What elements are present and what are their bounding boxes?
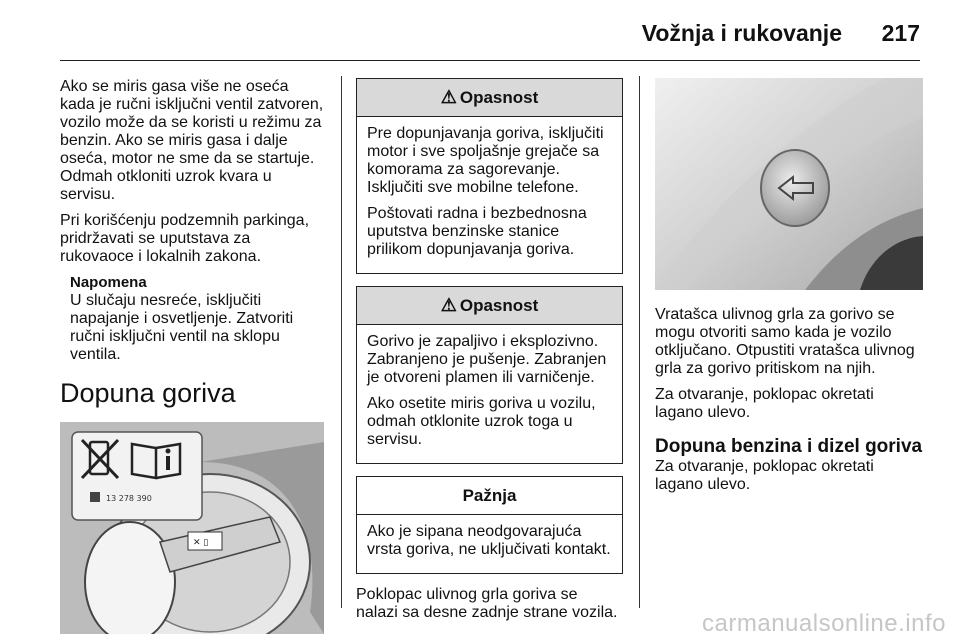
danger-title: Opasnost [459, 87, 539, 107]
danger-box [356, 78, 623, 274]
fuel-door-illustration [60, 422, 324, 634]
paragraph: Ako se miris gasa više ne oseća kada je ručni isključni ventil zatvoren, vozilo može da se koristi u režimu za benzin. Ako se miris gasa i dalje oseća, motor ne sme da se startuje. Odmah otkloniti uzrok kvara u servisu. [60, 78, 324, 203]
figure-label: 13 278 390 [106, 494, 152, 503]
caution-title: Pažnja [462, 485, 517, 505]
paragraph: Za otvaranje, poklopac okretati lagano ulevo. [655, 386, 874, 421]
danger-text: Pre dopunjavanja goriva, isključiti motor i sve spoljašnje grejače sa komorama za sagorevanje. Isključiti sve mobilne telefone. [367, 125, 604, 196]
page-title: Vožnja i rukovanje [641, 20, 842, 46]
page-header [60, 18, 920, 58]
subsection-heading: Dopuna benzina i dizel goriva [655, 436, 923, 457]
column-middle [356, 78, 623, 630]
danger-box-header [357, 287, 622, 325]
caution-text: Ako je sipana neodgovarajuća vrsta goriva, ne uključivati kontakt. [367, 523, 611, 558]
column-right [655, 78, 923, 502]
note-block [60, 274, 324, 364]
page-number: 217 [881, 20, 920, 46]
danger-box [356, 286, 623, 464]
danger-title: Opasnost [459, 295, 539, 315]
note-text: U slučaju nesreće, isključiti napajanje i osvetljenje. Zatvoriti ručni isključni ventil na sklopu ventila. [70, 292, 294, 363]
warning-triangle-icon: ⚠ [440, 87, 457, 107]
column-divider [341, 76, 342, 608]
caution-box-header [357, 477, 622, 515]
svg-text:✕ ▯: ✕ ▯ [193, 538, 209, 548]
note-title: Napomena [70, 274, 147, 291]
column-left [60, 78, 324, 634]
paragraph: Za otvaranje, poklopac okretati lagano ulevo. [655, 458, 874, 493]
watermark: carmanualsonline.info [702, 610, 946, 637]
warning-triangle-icon: ⚠ [440, 295, 457, 315]
paragraph: Poklopac ulivnog grla goriva se nalazi sa desne zadnje strane vozila. [356, 586, 618, 621]
danger-text: Gorivo je zapaljivo i eksplozivno. Zabranjeno je pušenje. Zabranjen je otvoreni plamen ili varničenje. [367, 333, 607, 386]
header-rule [60, 60, 920, 61]
paragraph: Pri korišćenju podzemnih parkinga, pridržavati se uputstava za rukovaoce i lokalnih zakona. [60, 212, 310, 265]
danger-text: Ako osetite miris goriva u vozilu, odmah otklonite uzrok toga u servisu. [367, 395, 596, 448]
fuel-flap-photo [655, 78, 923, 290]
paragraph: Vratašca ulivnog grla za gorivo se mogu otvoriti samo kada je vozilo otključano. Otpustiti vratašca ulivnog grla za gorivo pritiskom na njih. [655, 306, 915, 377]
section-heading: Dopuna goriva [60, 378, 236, 408]
caution-box [356, 476, 623, 574]
danger-text: Poštovati radna i bezbednosna uputstva benzinske stanice prilikom dopunjavanja goriva. [367, 205, 587, 258]
danger-box-header [357, 79, 622, 117]
column-divider [639, 76, 640, 608]
